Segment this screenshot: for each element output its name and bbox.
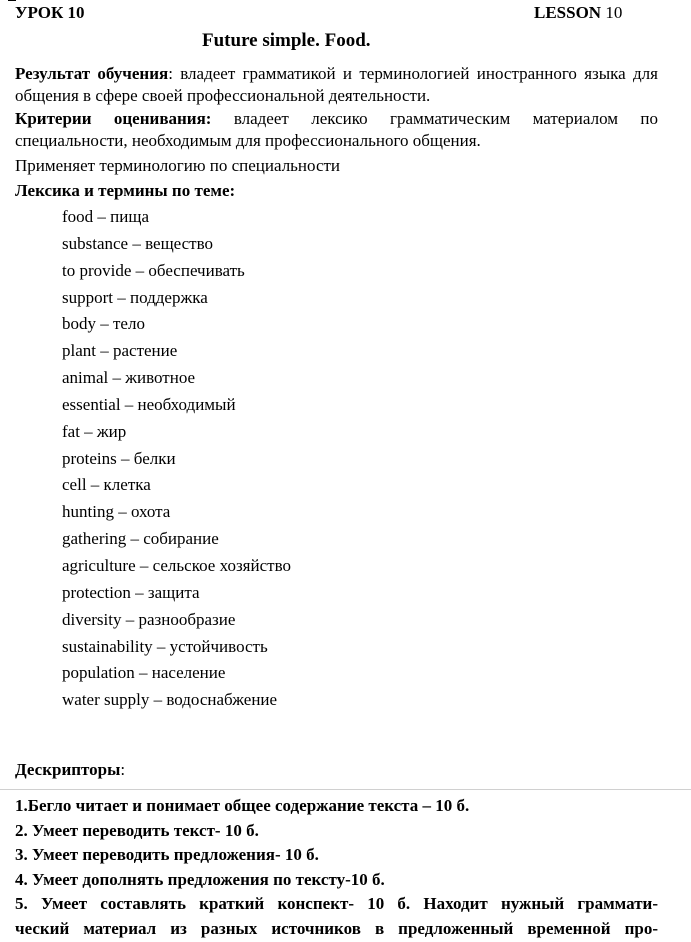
lesson-label: LESSON: [534, 3, 601, 22]
descriptor-item: ческий материал из разных источников в предложенный временной про-: [15, 918, 658, 942]
vocab-item: essential – необходимый: [62, 394, 291, 421]
page-title: Future simple. Food.: [202, 30, 371, 52]
assessment-criteria-label: Критерии оценивания:: [15, 109, 211, 128]
descriptors-list: [15, 795, 658, 942]
applies-terminology: Применяет терминологию по специальности: [15, 156, 340, 176]
assessment-criteria: [15, 108, 658, 152]
learning-outcome-text: : владеет грамматикой и терминологией иностранного языка для общения в сфере своей профессиональной деятельности.: [15, 64, 658, 105]
vocab-item: sustainability – устойчивость: [62, 636, 291, 663]
lesson-number-ru: УРОК 10: [15, 3, 85, 23]
learning-outcome-label: Результат обучения: [15, 64, 168, 83]
descriptor-item: 4. Умеет дополнять предложения по тексту-10 б.: [15, 869, 658, 894]
descriptor-item: 5. Умеет составлять краткий конспект- 10 б. Находит нужный граммати-: [15, 893, 658, 918]
lesson-num: 10: [601, 3, 622, 22]
learning-outcome: [15, 63, 658, 107]
vocab-item: cell – клетка: [62, 474, 291, 501]
descriptors-label: Дескрипторы: [15, 760, 120, 779]
descriptors-heading: [15, 760, 125, 780]
vocab-item: support – поддержка: [62, 287, 291, 314]
vocab-item: water supply – водоснабжение: [62, 689, 291, 716]
vocab-item: hunting – охота: [62, 501, 291, 528]
descriptor-item: 1.Бегло читает и понимает общее содержание текста – 10 б.: [15, 795, 658, 820]
descriptors-colon: :: [120, 760, 125, 779]
vocab-item: population – население: [62, 662, 291, 689]
vocab-item: animal – животное: [62, 367, 291, 394]
vocabulary-heading: Лексика и термины по теме:: [15, 181, 235, 201]
vocabulary-list: [62, 206, 291, 716]
vocab-item: plant – растение: [62, 340, 291, 367]
vocab-item: agriculture – сельское хозяйство: [62, 555, 291, 582]
vocab-item: substance – вещество: [62, 233, 291, 260]
vocab-item: proteins – белки: [62, 448, 291, 475]
vocab-item: fat – жир: [62, 421, 291, 448]
vocab-item: body – тело: [62, 313, 291, 340]
vocab-item: to provide – обеспечивать: [62, 260, 291, 287]
vocab-item: gathering – собирание: [62, 528, 291, 555]
descriptor-item: 3. Умеет переводить предложения- 10 б.: [15, 844, 658, 869]
vocab-item: protection – защита: [62, 582, 291, 609]
vocab-item: food – пища: [62, 206, 291, 233]
section-divider: [0, 789, 691, 790]
assessment-criteria-text: владеет лексико грамматическим материалом по специальности, необходимым для профессионального общения.: [15, 109, 658, 150]
lesson-number-en: [534, 3, 622, 23]
descriptor-item: 2. Умеет переводить текст- 10 б.: [15, 820, 658, 845]
page-edge-mark: [8, 0, 16, 1]
vocab-item: diversity – разнообразие: [62, 609, 291, 636]
